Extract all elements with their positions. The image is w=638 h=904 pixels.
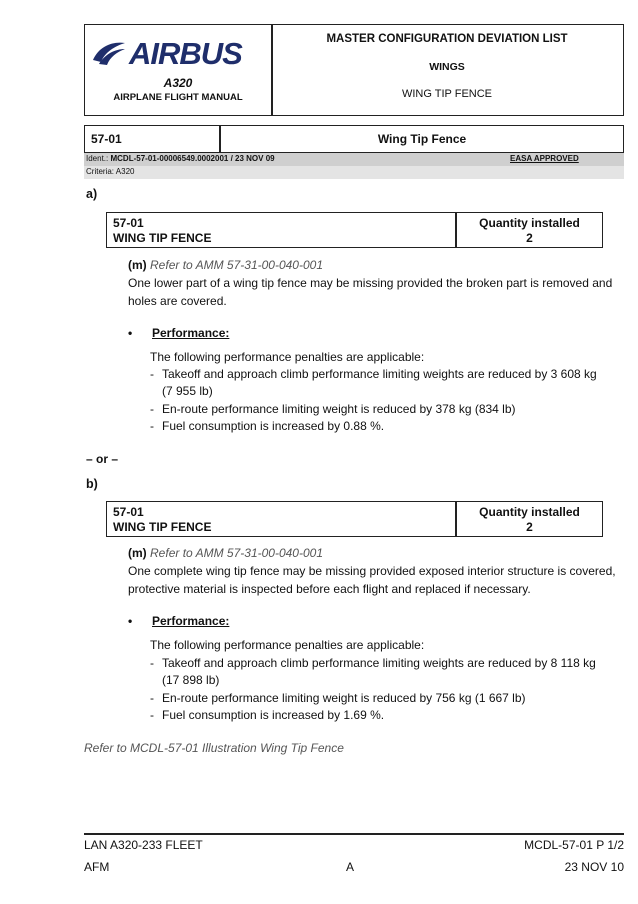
penalty-dash: -	[150, 402, 154, 416]
manual-name: AIRPLANE FLIGHT MANUAL	[113, 92, 243, 103]
approval-status: EASA APPROVED	[510, 154, 579, 163]
airbus-logo	[91, 35, 267, 71]
footer-afm: AFM	[84, 860, 110, 874]
option-label: a)	[86, 187, 98, 201]
item-box-ref: 57-01	[113, 216, 144, 230]
penalty-dash: -	[150, 656, 154, 670]
deviation-description	[128, 274, 618, 310]
description-line: One lower part of a wing tip fence may be missing provided the broken part is removed and	[128, 276, 613, 290]
performance-bullet	[128, 614, 230, 628]
airbus-logo-icon	[91, 38, 127, 68]
penalty-line: Takeoff and approach climb performance limiting weights are reduced by 3 608 kg	[162, 367, 597, 381]
footer-date: 23 NOV 10	[564, 860, 624, 874]
description-line: holes are covered.	[128, 294, 227, 308]
penalty-intro: The following performance penalties are applicable:	[150, 350, 425, 364]
penalty-dash: -	[150, 419, 154, 433]
amm-reference: Refer to AMM 57-31-00-040-001	[150, 258, 323, 272]
item-title-bar	[84, 125, 624, 153]
penalty-intro: The following performance penalties are applicable:	[150, 638, 425, 652]
illustration-reference[interactable]: Refer to MCDL-57-01 Illustration Wing Tip Fence	[84, 741, 344, 755]
quantity-header: Quantity installed	[479, 216, 580, 230]
item-box	[106, 501, 603, 537]
penalty-text: Fuel consumption is increased by 1.69 %.	[162, 708, 385, 722]
bullet-glyph: •	[128, 326, 133, 340]
section-name: WING TIP FENCE	[401, 88, 493, 100]
penalty-dash: -	[150, 691, 154, 705]
quantity-value: 2	[526, 520, 533, 534]
document-title: MASTER CONFIGURATION DEVIATION LIST	[326, 33, 568, 45]
penalty-text	[162, 655, 622, 689]
chapter-name: WINGS	[429, 61, 465, 73]
footer-doc-ref: MCDL-57-01 P 1/2	[524, 838, 624, 852]
deviation-description	[128, 562, 618, 598]
or-separator: – or –	[86, 452, 119, 466]
item-title: Wing Tip Fence	[377, 132, 467, 146]
penalty-text: En-route performance limiting weight is reduced by 756 kg (1 667 lb)	[162, 691, 526, 705]
item-box-name: WING TIP FENCE	[113, 520, 212, 534]
penalty-item	[150, 655, 620, 689]
footer-fleet: LAN A320-233 FLEET	[84, 838, 203, 852]
quantity-header: Quantity installed	[479, 505, 580, 519]
description-line: One complete wing tip fence may be missing provided exposed interior structure is covered,	[128, 564, 616, 578]
amm-reference: Refer to AMM 57-31-00-040-001	[150, 546, 323, 560]
item-box	[106, 212, 603, 248]
performance-bullet	[128, 326, 230, 340]
penalty-item	[150, 418, 620, 435]
quantity-value: 2	[526, 231, 533, 245]
penalty-item	[150, 366, 620, 400]
ident-value: MCDL-57-01-00006549.0002001 / 23 NOV 09	[110, 154, 275, 163]
criteria-text: Criteria: A320	[86, 167, 135, 176]
maintenance-ref-line	[128, 258, 323, 272]
criteria-bar	[84, 166, 624, 179]
penalty-item	[150, 401, 620, 418]
page-header	[84, 24, 624, 116]
footer-revision: A	[346, 860, 355, 874]
item-box-ref: 57-01	[113, 505, 144, 519]
penalty-line: (7 955 lb)	[162, 384, 213, 398]
maintenance-code: (m)	[128, 258, 147, 272]
penalty-dash: -	[150, 708, 154, 722]
footer-divider	[84, 833, 624, 835]
ident-text	[86, 154, 275, 163]
penalty-line: Takeoff and approach climb performance limiting weights are reduced by 8 118 kg	[162, 656, 596, 670]
item-reference: 57-01	[91, 132, 122, 146]
penalty-line: (17 898 lb)	[162, 673, 220, 687]
penalty-text: Fuel consumption is increased by 0.88 %.	[162, 419, 385, 433]
description-line: protective material is inspected before each flight and replaced if necessary.	[128, 582, 531, 596]
item-box-name: WING TIP FENCE	[113, 231, 212, 245]
penalty-text: En-route performance limiting weight is reduced by 378 kg (834 lb)	[162, 402, 516, 416]
performance-heading: Performance:	[152, 614, 230, 628]
penalty-item	[150, 690, 620, 707]
performance-heading: Performance:	[152, 326, 230, 340]
logo-text: AIRBUS	[129, 36, 242, 71]
maintenance-ref-line	[128, 546, 323, 560]
aircraft-model: A320	[163, 76, 193, 90]
maintenance-code: (m)	[128, 546, 147, 560]
ident-label: Ident.:	[86, 154, 109, 163]
bullet-glyph: •	[128, 614, 133, 628]
penalty-dash: -	[150, 367, 154, 381]
penalty-text	[162, 366, 622, 400]
ident-bar	[84, 153, 624, 166]
option-label: b)	[86, 477, 98, 491]
penalty-item	[150, 707, 620, 724]
